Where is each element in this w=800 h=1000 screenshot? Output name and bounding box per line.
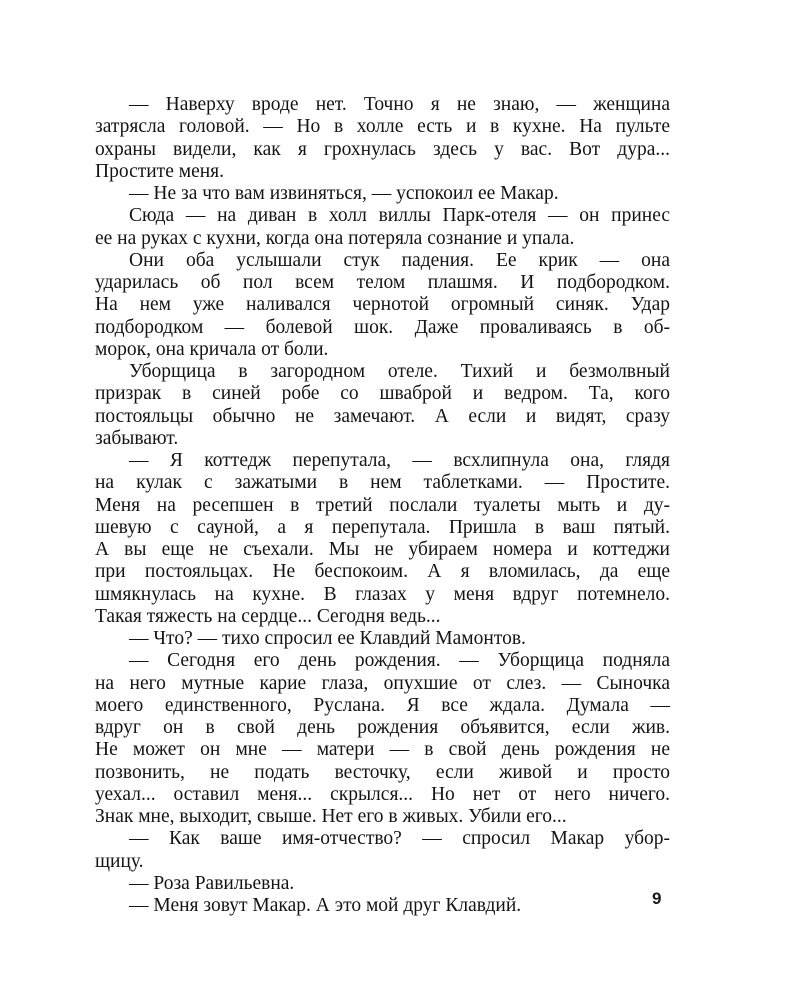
page-number: 9 [652, 889, 662, 908]
text-line: Сюда — на диван в холл виллы Парк-отеля — он принес [129, 205, 670, 227]
text-line: Знак мне, выходит, свыше. Нет его в живых. Убили его... [95, 806, 567, 827]
text-line: Уборщица в загородном отеле. Тихий и безмолвный [129, 361, 670, 382]
text-line: — Наверху вроде нет. Точно я не знаю, — женщина [129, 94, 670, 115]
text-line: щицу. [95, 850, 144, 872]
text-line: затрясла головой. — Но в холле есть и в кухне. На пульте [95, 116, 670, 138]
text-line: — Роза Равильевна. [129, 872, 295, 894]
text-line: подбородком — болевой шок. Даже проваливаясь в об- [95, 316, 670, 338]
text-line: морок, она кричала от боли. [95, 338, 329, 360]
text-line: — Не за что вам извиняться, — успокоил ее Макар. [129, 183, 559, 204]
text-line: Они оба услышали стук падения. Ее крик — она [129, 249, 670, 271]
text-line: — Сегодня его день рождения. — Уборщица подняла [129, 650, 670, 672]
text-line: Не может он мне — матери — в свой день рождения не [95, 739, 670, 761]
text-line: охраны видели, как я грохнулась здесь у вас. Вот дура... [95, 138, 670, 160]
text-line: шмякнулась на кухне. В глазах у меня вдруг потемнело. [95, 583, 670, 605]
text-line: — Я коттедж перепутала, — всхлипнула она, глядя [129, 450, 670, 471]
text-line: на него мутные карие глаза, опухшие от слез. — Сыночка [95, 672, 670, 694]
text-line: вдруг он в свой день рождения объявится, если жив. [95, 717, 670, 738]
text-line: при постояльцах. Не беспокоим. А я вломилась, да еще [95, 561, 670, 583]
text-line: ее на руках с кухни, когда она потеряла сознание и упала. [95, 227, 575, 249]
text-line: На нем уже наливался чернотой огромный синяк. Удар [95, 294, 670, 316]
text-line: забывают. [95, 427, 179, 449]
text-line: Такая тяжесть на сердце... Сегодня ведь... [95, 605, 441, 627]
text-line: шевую с сауной, а я перепутала. Пришла в ваш пятый. [95, 516, 670, 538]
text-line: моего единственного, Руслана. Я все ждала. Думала — [95, 694, 670, 716]
text-line: А вы еще не съехали. Мы не убираем номера и коттеджи [95, 539, 670, 560]
text-line: призрак в синей робе со шваброй и ведром. Та, кого [95, 383, 670, 405]
text-line: Меня на ресепшен в третий послали туалеты мыть и ду- [95, 494, 670, 516]
text-line: уехал... оставил меня... скрылся... Но нет от него ничего. [95, 783, 670, 805]
text-line: на кулак с зажатыми в нем таблетками. — Простите. [95, 472, 670, 494]
text-line: Простите меня. [95, 160, 225, 182]
text-line: — Как ваше имя-отчество? — спросил Макар убор- [129, 828, 670, 850]
text-line: ударилась об пол всем телом плашмя. И подбородком. [95, 272, 670, 293]
text-line: — Меня зовут Макар. А это мой друг Клавдий. [129, 895, 522, 916]
text-line: — Что? — тихо спросил ее Клавдий Мамонтов. [129, 628, 526, 649]
text-line: постояльцы обычно не замечают. А если и видят, сразу [95, 405, 670, 427]
text-line: позвонить, не подать весточку, если живой и просто [95, 761, 670, 783]
book-page [95, 94, 670, 914]
body-text [95, 94, 670, 917]
